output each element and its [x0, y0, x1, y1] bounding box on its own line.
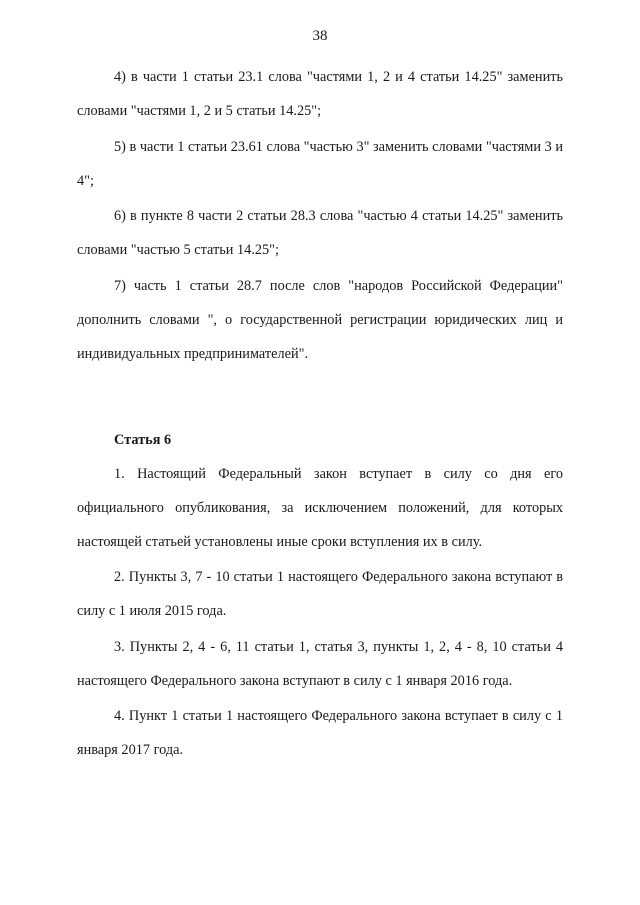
article-paragraph-3: 3. Пункты 2, 4 - 6, 11 статьи 1, статья 3, пункты 1, 2, 4 - 8, 10 статьи 4 настоящего Федерального закона вступают в силу с 1 января 2016 года.: [77, 638, 563, 689]
amendment-item-4: 4) в части 1 статьи 23.1 слова "частями 1, 2 и 4 статьи 14.25" заменить словами "частями 1, 2 и 5 статьи 14.25";: [77, 69, 563, 119]
amendment-item-6: 6) в пункте 8 части 2 статьи 28.3 слова "частью 4 статьи 14.25" заменить словами "частью 5 статьи 14.25";: [77, 208, 563, 258]
page-number: 38: [312, 28, 328, 44]
article-paragraph-1: 1. Настоящий Федеральный закон вступает в силу со дня его официального опубликования, за исключением положений, для которых настоящей статьей установлены иные сроки вступления их в силу.: [77, 465, 563, 550]
document-body: [77, 60, 563, 769]
article-heading: Статья 6: [114, 431, 172, 448]
article-paragraph-4: 4. Пункт 1 статьи 1 настоящего Федерального закона вступает в силу с 1 января 2017 года.: [77, 708, 563, 758]
amendment-item-5: 5) в части 1 статьи 23.61 слова "частью 3" заменить словами "частями 3 и 4";: [77, 138, 563, 189]
amendment-item-7: 7) часть 1 статьи 28.7 после слов "народов Российской Федерации" дополнить словами ", о государственной регистрации юридических лиц и индивидуальных предпринимателей".: [77, 277, 563, 362]
article-paragraph-2: 2. Пункты 3, 7 - 10 статьи 1 настоящего Федерального закона вступают в силу с 1 июля 2015 года.: [77, 569, 563, 619]
